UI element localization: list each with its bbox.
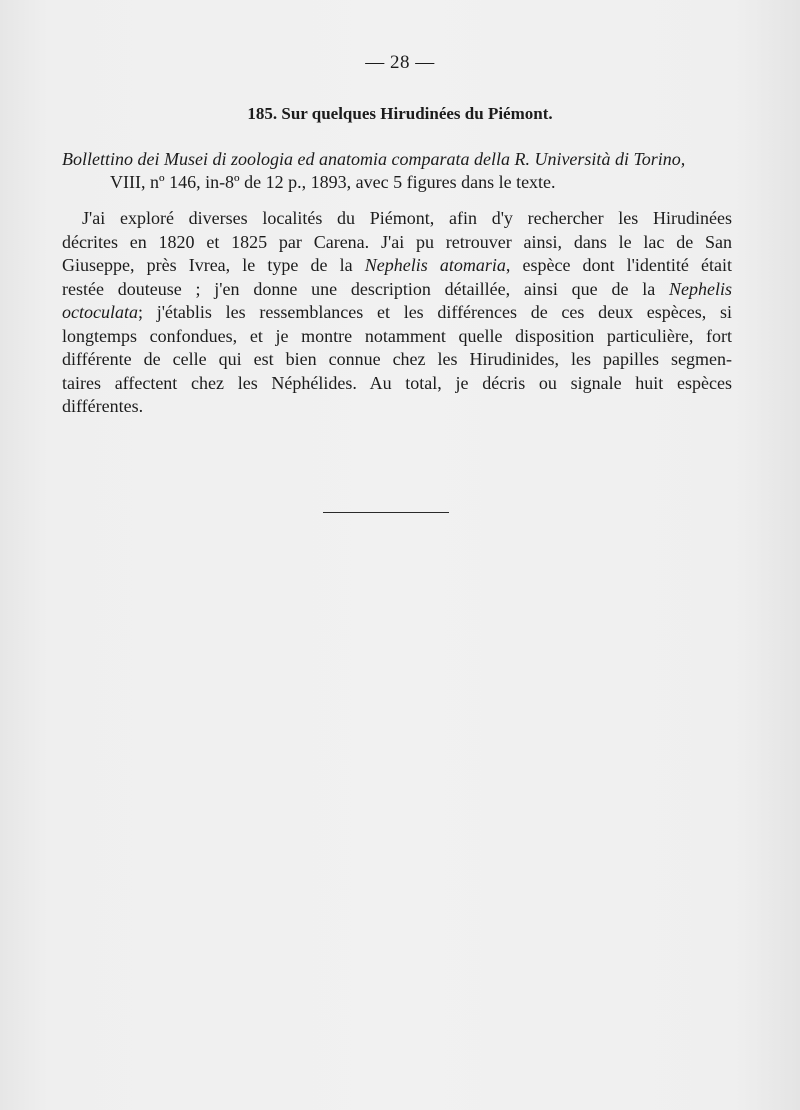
body-line-9: différentes. — [62, 396, 144, 416]
section-divider — [323, 512, 449, 513]
body-text-span: restée douteuse ; j'en donne une description détaillée, ainsi que de la — [62, 278, 669, 299]
body-text-span: ; j'établis les ressemblances et les différences de ces deux espèces, si — [137, 302, 732, 322]
entry-heading: 185. Sur quelques Hirudinées du Piémont. — [247, 104, 553, 123]
body-line-8: taires affectent chez les Néphélides. Au total, je décris ou signale huit espèces — [62, 372, 732, 393]
species-genus-nephelis: Nephelis — [669, 278, 732, 299]
body-line-1: J'ai exploré diverses localités du Piémont, afin d'y rechercher les Hirudinées — [82, 208, 732, 228]
body-text-span: , espèce dont l'identité était — [505, 255, 733, 275]
citation — [62, 148, 742, 194]
body-line-4 — [62, 278, 732, 302]
body-line-5 — [62, 301, 732, 325]
citation-journal: Bollettino dei Musei di zoologia ed anatomia comparata della R. Università di Torino, — [62, 149, 686, 169]
body-line-7: différente de celle qui est bien connue chez les Hirudinides, les papilles segmen- — [62, 349, 732, 369]
body-text-span: Giuseppe, près Ivrea, le type de la — [62, 255, 365, 275]
citation-details: VIII, nº 146, in-8º de 12 p., 1893, avec 5 figures dans le texte. — [110, 172, 556, 192]
body-paragraph — [62, 207, 732, 419]
body-line-3 — [62, 254, 732, 278]
species-epithet-octoculata: octoculata — [62, 302, 138, 322]
body-line-6: longtemps confondues, et je montre notamment quelle disposition particulière, fort — [62, 325, 732, 346]
body-line-2: décrites en 1820 et 1825 par Carena. J'ai pu retrouver ainsi, dans le lac de San — [62, 231, 732, 252]
species-name-atomaria: Nephelis atomaria — [364, 255, 506, 275]
page-number: — 28 — — [365, 52, 435, 73]
